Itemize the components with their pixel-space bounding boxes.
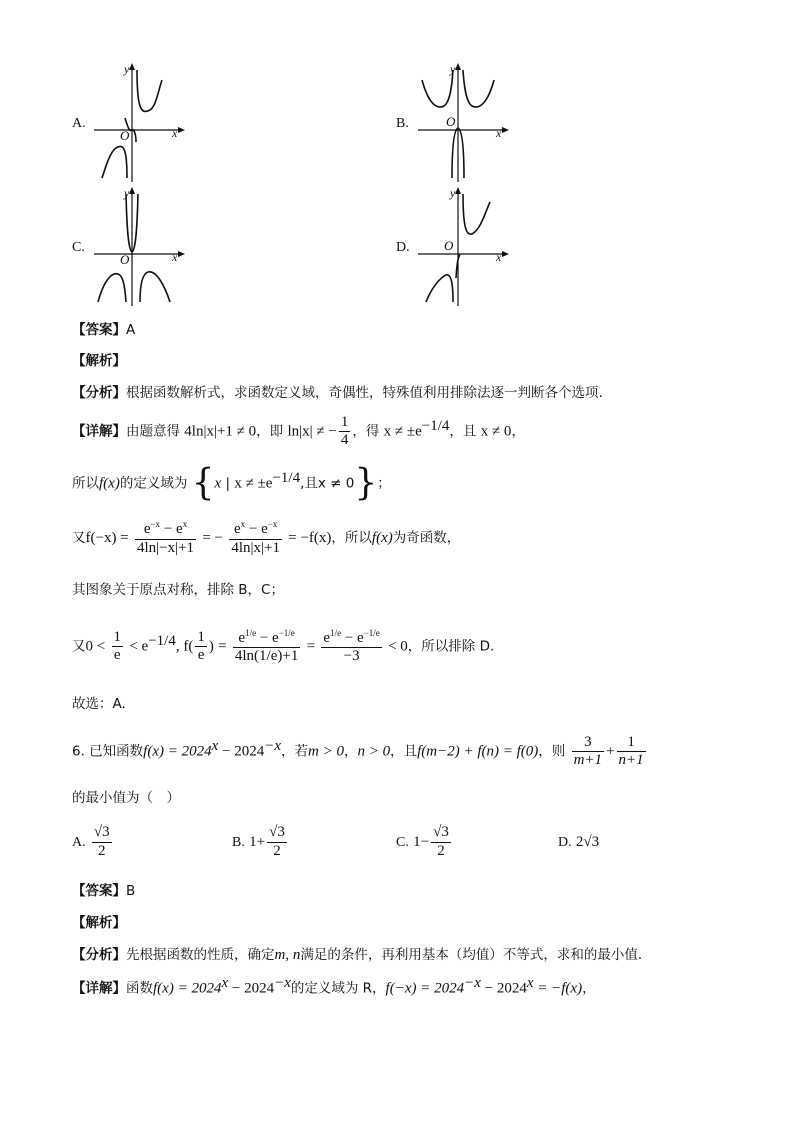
q6-frac-1: $\frac{1}{n+1}$ — [618, 733, 644, 768]
graph-b-y-label: y — [450, 62, 456, 76]
graph-option-b — [414, 62, 514, 184]
option-b-letter: B. — [396, 116, 409, 131]
question-6-tail: 的最小值为（ ） — [72, 790, 180, 806]
q6-frac-3: $\frac{3}{m+1}$ — [573, 733, 603, 768]
option-c-letter: C. — [72, 240, 85, 255]
graph-a-y-label: y — [124, 62, 130, 76]
frac-f-x: $\frac{e^x - e^{-x}}{4\ln|x|+1}$ — [231, 519, 280, 556]
analysis-6-heading: 【解析】 — [72, 915, 126, 931]
detail-5-line-4: 其图象关于原点对称，排除 B，C； — [72, 582, 284, 598]
q6-option-b[interactable]: B. 1+ $\frac{√3}{2}$ — [232, 824, 285, 859]
option-a-letter: A. — [72, 116, 86, 131]
graph-d-y-label: y — [450, 186, 456, 200]
answer-5: 【答案】A — [72, 322, 136, 338]
graph-c-origin: O — [120, 252, 130, 267]
graph-option-a — [90, 62, 190, 184]
graph-a-x-label: x — [172, 126, 178, 140]
analysis-5-heading: 【解析】 — [72, 353, 126, 369]
graph-b-origin: O — [446, 114, 456, 129]
frac-f-value: $\frac{e^{1/e} - e^{-1/e}}{-3}$ — [323, 627, 380, 664]
graph-option-c — [90, 186, 190, 308]
q6-option-c[interactable]: C. 1− $\frac{√3}{2}$ — [396, 824, 449, 859]
frac-one-quarter: $\frac{1}{4}$ — [340, 413, 349, 448]
detail-5-line-2: 所以f(x)的定义域为 {x | $x \ne \pm e^{-1/4}$,且x ≠ 0}； — [72, 462, 391, 504]
graph-d-origin: O — [444, 238, 454, 253]
frac-1-over-e: $\frac{1}{e}$ — [113, 628, 122, 663]
fenxi-5: 【分析】根据函数解析式，求函数定义域，奇偶性，特殊值利用排除法逐一判断各个选项. — [72, 385, 603, 401]
detail-5-line-6: 故选：A. — [72, 696, 126, 712]
graph-c-y-label: y — [124, 186, 130, 200]
answer-6: 【答案】B — [72, 883, 136, 899]
graph-a-origin: O — [120, 128, 130, 143]
detail-5-line-5: 又0 < $\frac{1}{e}$ < $e^{-1/4}$, f( $\frac{1}{e}$ ) = $\frac{e^{1/e} - e^{-1/e}}{4\ln(1/e)+1}$ = $\frac{e^{1/e} - e^{-1/e}}{-3}$ < 0，所以排除 D. — [72, 627, 495, 664]
fenxi-6: 【分析】先根据函数的性质，确定m, n满足的条件，再利用基本（均值）不等式，求和的最小值. — [72, 947, 643, 963]
detail-5-line-3: 又f(−x) = $\frac{e^{-x} - e^x}{4\ln|-x|+1}$ = − $\frac{e^x - e^{-x}}{4\ln|x|+1}$ = −f(x)，所以f(x)为奇函数， — [72, 519, 461, 556]
graph-d-x-label: x — [496, 250, 502, 264]
q6-option-a[interactable]: A. $\frac{√3}{2}$ — [72, 824, 110, 859]
graph-option-d — [414, 186, 514, 308]
detail-5-line-1: 【详解】由题意得 4ln|x|+1 ≠ 0，即 ln|x| ≠ − $\frac{1}{4}$ ，得 $x \ne \pm e^{-1/4}$，且 x ≠ 0， — [72, 413, 525, 448]
detail-6: 【详解】函数$f(x) = 2024^x - 2024^{-x}$的定义域为 R，$f(-x) = 2024^{-x} - 2024^x = -f(x)$， — [72, 975, 596, 997]
frac-f-1-over-e: $\frac{e^{1/e} - e^{-1/e}}{4\ln(1/e)+1}$ — [234, 627, 299, 664]
question-6-stem: 6. 已知函数$f(x) = 2024^x - 2024^{-x}$，若m > 0，n > 0，且f(m−2) + f(n) = f(0)，则 $\frac{3}{m+1}$ + $\frac{1}{n+1}$ — [72, 733, 644, 768]
graph-b-x-label: x — [496, 126, 502, 140]
q6-option-d[interactable]: D. 2√3 — [558, 834, 600, 850]
frac-f-neg-x: $\frac{e^{-x} - e^x}{4\ln|-x|+1}$ — [136, 519, 195, 556]
option-d-letter: D. — [396, 240, 410, 255]
frac-f-arg: $\frac{1}{e}$ — [197, 628, 205, 663]
graph-c-x-label: x — [172, 250, 178, 264]
